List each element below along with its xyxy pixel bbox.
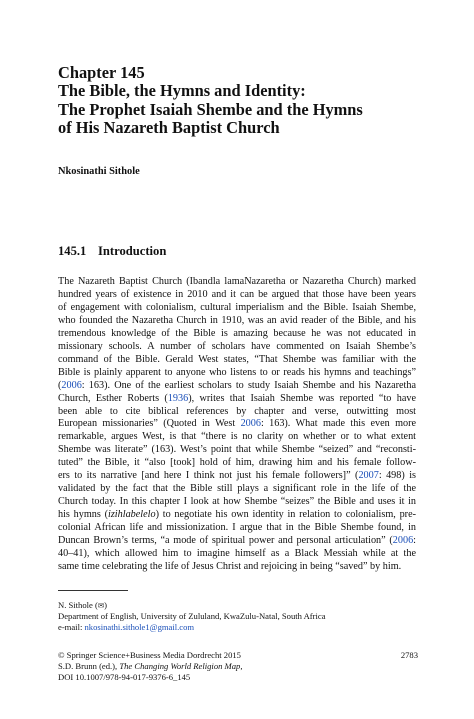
editor-line <box>58 661 418 672</box>
footnote-author: N. Sithole ( <box>58 600 98 610</box>
zulu-term: izihlabelelo <box>108 509 156 521</box>
citation-link[interactable]: 2007 <box>358 470 379 482</box>
body-line <box>58 380 416 393</box>
text-fragment: : 163). What made this even more <box>260 418 416 430</box>
publisher-info <box>58 650 418 683</box>
email-label: e-mail: <box>58 622 85 632</box>
text-fragment: : 163). One of the earliest scholars to study Isaiah Shembe and his Nazaretha <box>81 379 416 391</box>
text-fragment: ) to negotiate his own identity in relation to colonialism, pre- <box>155 509 416 521</box>
body-line <box>58 470 416 483</box>
footnote-rule <box>58 590 128 591</box>
body-line: Bible is plainly apparent to anyone who listens to or reads his hymns and teachings” <box>58 366 416 378</box>
body-line: validated by the fact that the Bible still plays a significant role in the life of the <box>58 483 416 495</box>
email-link[interactable]: nkosinathi.sithole1@gmail.com <box>84 622 195 632</box>
chapter-title-line-1: The Bible, the Hymns and Identity: <box>58 81 306 101</box>
author-footnote <box>58 600 418 633</box>
text-fragment: ) <box>104 600 108 610</box>
footnote-affiliation: Department of English, University of Zululand, KwaZulu-Natal, South Africa <box>58 611 326 621</box>
body-line: who founded the Nazaretha Church in 1910, was an avid reader of the Bible, and his <box>58 314 416 326</box>
chapter-number: Chapter 145 <box>58 63 145 82</box>
text-fragment: , <box>240 661 243 671</box>
author-name: Nkosinathi Sithole <box>58 166 140 177</box>
body-line: 40–41), which allowed him to imagine himself as a Black Messiah while at the <box>58 548 416 560</box>
text-fragment: ers to its narrative [and here I think not just his female followers]” ( <box>58 470 359 482</box>
envelope-icon: ✉ <box>97 601 105 610</box>
text-fragment: Duncan Brown’s terms, “a mode of spiritual power and personal articulation” ( <box>58 535 393 547</box>
body-line: command of the Bible. Gerald West states, “That Shembe was familiar with the <box>58 353 416 365</box>
body-line: tremendous knowledge of the Bible is amazing because he was not educated in <box>58 327 416 339</box>
copyright-line: © Springer Science+Business Media Dordrecht 2015 <box>58 650 241 660</box>
body-line: been able to cite biblical references by chapter and verse, outwitting most <box>58 405 416 417</box>
citation-link[interactable]: 1936 <box>167 392 189 404</box>
section-number: 145.1 <box>58 244 87 258</box>
page-number: 2783 <box>400 650 418 660</box>
text-fragment: ), writes that Isaiah Shembe was reported “to have <box>188 392 416 404</box>
body-line: colonial African life and missionization. I argue that in the Bible Shembe found, in <box>58 522 416 534</box>
body-line <box>58 393 416 406</box>
text-fragment: ( <box>58 379 62 391</box>
body-paragraph <box>58 276 416 574</box>
body-line: missionary schools. A number of scholars have commented on Isaiah Shembe’s <box>58 340 416 352</box>
text-fragment: his hymns ( <box>58 509 109 521</box>
text-fragment: S.D. Brunn (ed.), <box>58 661 120 671</box>
body-line <box>58 535 416 548</box>
book-title: The Changing World Religion Map <box>119 661 241 671</box>
citation-link[interactable]: 2006 <box>392 535 414 547</box>
body-line: Church today. In this chapter I look at how Shembe “seizes” the Bible and uses it in <box>58 496 416 508</box>
text-fragment: Church, Esther Roberts ( <box>58 392 168 404</box>
section-heading <box>58 244 166 259</box>
body-line: same time celebrating the life of Jesus Christ and rejoicing in being “saved” by him. <box>58 560 402 572</box>
footnote-name-line <box>58 600 418 611</box>
chapter-title-line-3: of His Nazareth Baptist Church <box>58 118 280 138</box>
body-line: The Nazareth Baptist Church (Ibandla lamaNazaretha or Nazaretha Church) marked <box>58 276 416 287</box>
citation-link[interactable]: 2006 <box>61 379 82 391</box>
body-line: Shembe was literate” (163). West’s point that while Shembe “seized” and “reconsti- <box>58 444 416 456</box>
body-line <box>58 509 416 522</box>
body-line: of engagement with colonialism, cultural imperialism and the Bible. Isaiah Shembe, <box>58 301 416 313</box>
section-title: Introduction <box>98 244 167 258</box>
chapter-title-block <box>58 64 418 138</box>
body-line: remarkable, argues West, is that “there is no clarity on whether or to what extent <box>58 431 416 443</box>
doi-line: DOI 10.1007/978-94-017-9376-6_145 <box>58 672 191 682</box>
text-fragment: : <box>413 535 416 547</box>
body-line <box>58 418 416 431</box>
chapter-title-line-2: The Prophet Isaiah Shembe and the Hymns <box>58 99 363 119</box>
body-line: tuted” the Bible, it “also [took] hold of him, drawing him and his female follow- <box>58 457 416 469</box>
text-fragment: European missionaries” (Quoted in West <box>58 418 241 430</box>
footnote-email-line <box>58 622 418 633</box>
body-line: hundred years of existence in 2010 and it can be argued that those have been years <box>58 288 416 300</box>
citation-link[interactable]: 2006 <box>240 418 261 430</box>
text-fragment: : 498) is <box>378 470 416 482</box>
